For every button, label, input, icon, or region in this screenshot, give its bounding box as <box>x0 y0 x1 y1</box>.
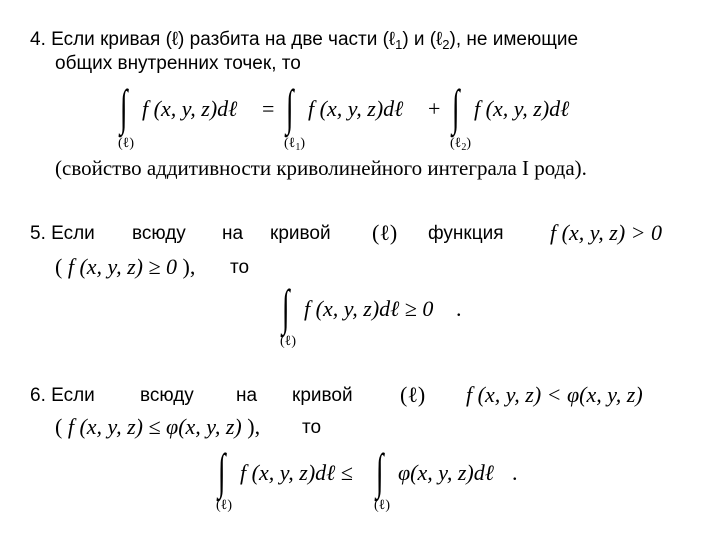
equals-sign: = <box>262 96 275 121</box>
item6-word-4: кривой <box>292 385 353 406</box>
integrand-3: f (x, y, z)dℓ <box>474 96 570 121</box>
integral-sign: ∫ <box>120 79 128 135</box>
item5-line2: ( f (x, y, z) ≥ 0 ), <box>55 254 196 279</box>
item5-formula: f (x, y, z)dℓ ≥ 0 <box>304 296 434 321</box>
item6-then: то <box>302 417 322 438</box>
integrand-1: f (x, y, z)dℓ <box>142 96 238 121</box>
item6-word-3: на <box>236 385 258 406</box>
item6-word-2: всюду <box>140 385 194 406</box>
integrand-2: f (x, y, z)dℓ <box>308 96 404 121</box>
domain-l: (ℓ) <box>280 334 297 349</box>
plus-sign: + <box>428 96 441 121</box>
item5-word-4: кривой <box>270 223 331 244</box>
item6-word-1: 6. Если <box>30 385 95 406</box>
item5-then: то <box>230 257 250 278</box>
item5-word-1: 5. Если <box>30 223 95 244</box>
item6-curve: (ℓ) <box>400 382 426 407</box>
domain-l: (ℓ) <box>374 498 391 513</box>
item6-period: . <box>512 460 518 485</box>
domain-l1: (ℓ$_1$) <box>284 136 306 153</box>
item5-word-3: на <box>222 223 244 244</box>
item6-line2: ( f (x, y, z) ≤ φ(x, y, z) ), <box>55 414 261 439</box>
item6-lhs: f (x, y, z)dℓ ≤ <box>240 460 353 485</box>
item5-word-2: всюду <box>132 223 186 244</box>
item5-condition: f (x, y, z) > 0 <box>550 220 662 245</box>
item6-rhs: φ(x, y, z)dℓ <box>398 460 494 485</box>
item4-line2: общих внутренних точек, то <box>55 53 301 74</box>
integral-sign: ∫ <box>218 443 226 499</box>
domain-l2: (ℓ$_2$) <box>450 136 472 153</box>
item5-curve: (ℓ) <box>372 220 398 245</box>
integral-sign: ∫ <box>376 443 384 499</box>
domain-l: (ℓ) <box>118 136 135 151</box>
additivity-note: (свойство аддитивности криволинейного интеграла I рода). <box>55 156 587 180</box>
domain-l: (ℓ) <box>216 498 233 513</box>
integral-sign: ∫ <box>286 79 294 135</box>
item4-line1: 4. Если кривая (ℓ) разбита на две части (ℓ$_1$) и (ℓ$_2$), не имеющие <box>30 29 579 52</box>
integral-sign: ∫ <box>282 279 290 335</box>
item5-word-6: функция <box>428 223 504 244</box>
integral-sign: ∫ <box>452 79 460 135</box>
item5-period: . <box>456 296 462 321</box>
item6-condition: f (x, y, z) < φ(x, y, z) <box>466 382 643 407</box>
